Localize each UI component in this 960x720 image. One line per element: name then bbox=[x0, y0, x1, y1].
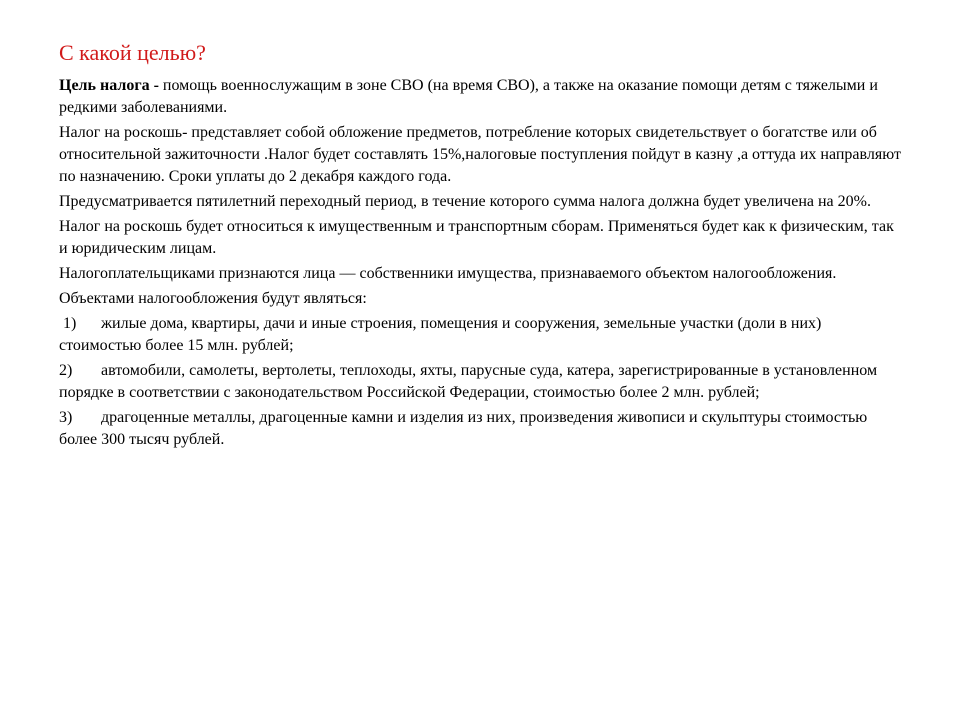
list-number-1: 1) bbox=[63, 315, 77, 332]
paragraph-objects-intro: Объектами налогообложения будут являться: bbox=[59, 290, 367, 307]
paragraph-purpose bbox=[59, 75, 901, 119]
list-text-2: автомобили, самолеты, вертолеты, теплоходы, яхты, парусные суда, катера, зарегистрированные в установленном порядке в соответствии с законодательством Российской Федерации, стоимостью более 2 млн. рублей; bbox=[59, 362, 878, 401]
paragraph-taxpayers: Налогоплательщиками признаются лица — собственники имущества, признаваемого объектом налогообложения. bbox=[59, 265, 837, 282]
list-item-1 bbox=[59, 313, 901, 357]
list-text-1: жилые дома, квартиры, дачи и иные строения, помещения и сооружения, земельные участки (доли в них) стоимостью более 15 млн. рублей; bbox=[59, 315, 822, 354]
paragraph-transition: Предусматривается пятилетний переходный период, в течение которого сумма налога должна будет увеличена на 20%. bbox=[59, 193, 871, 210]
paragraph-definition: Налог на роскошь- представляет собой обложение предметов, потребление которых свидетельствует о богатстве или об относительной зажиточности .Налог будет составлять 15%,налоговые поступления пойдут в казну ,а оттуда их направляют по назначению. Сроки уплаты до 2 декабря каждого года. bbox=[59, 124, 901, 185]
list-item-3 bbox=[59, 407, 901, 451]
list-number-2: 2) bbox=[59, 362, 73, 379]
paragraph-category: Налог на роскошь будет относиться к имущественным и транспортным сборам. Применяться будет как к физическим, так и юридическим лицам. bbox=[59, 218, 894, 257]
slide-title: С какой целью? bbox=[59, 40, 206, 65]
purpose-text: помощь военнослужащим в зоне СВО (на время СВО), а также на оказание помощи детям с тяжелыми и редкими заболеваниями. bbox=[59, 77, 878, 116]
list-text-3: драгоценные металлы, драгоценные камни и изделия из них, произведения живописи и скульптуры стоимостью более 300 тысяч рублей. bbox=[59, 409, 868, 448]
list-number-3: 3) bbox=[59, 409, 73, 426]
purpose-label: Цель налога - bbox=[59, 77, 163, 94]
list-item-2 bbox=[59, 360, 901, 404]
slide-body bbox=[59, 75, 901, 454]
